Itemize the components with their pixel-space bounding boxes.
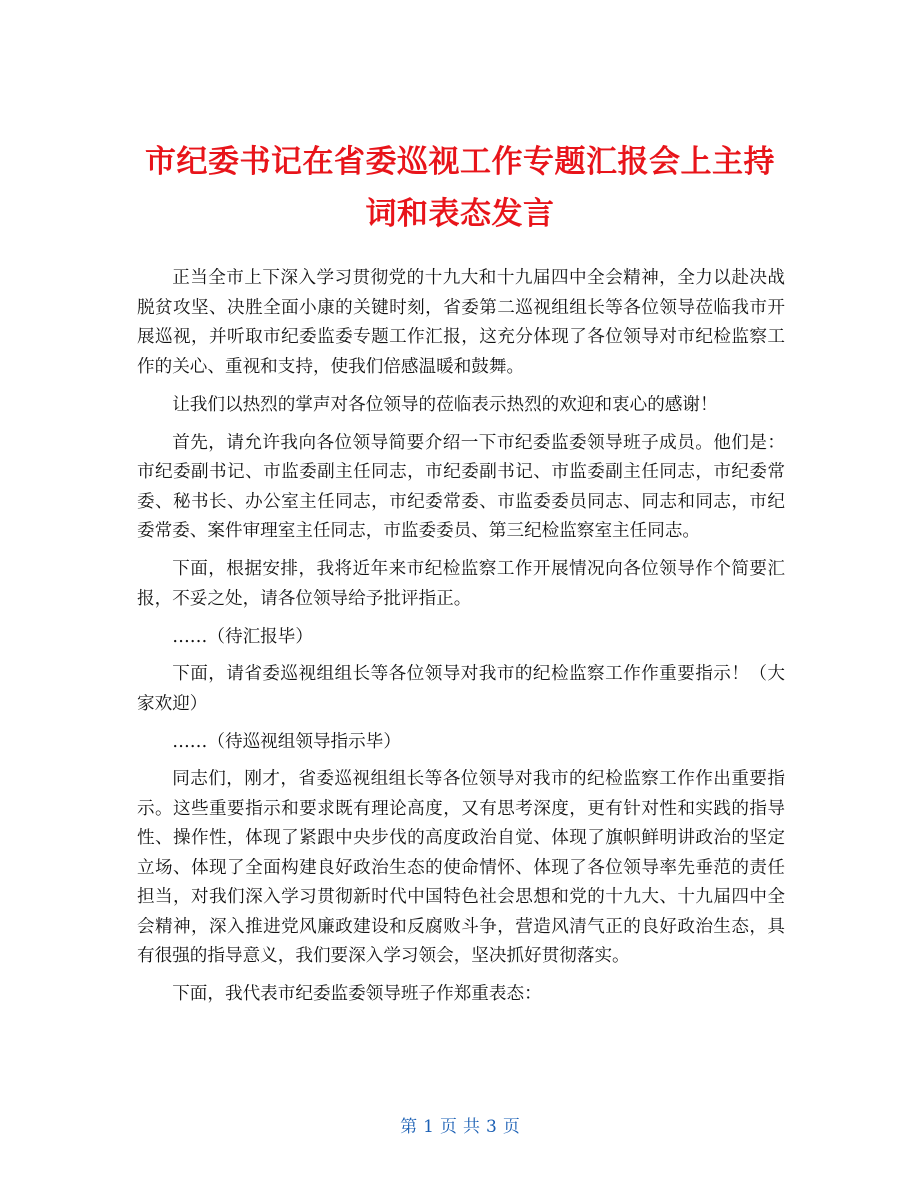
paragraph: ……（待巡视组领导指示毕） [172,731,401,752]
footer-page-number: 1 [423,1117,434,1137]
paragraph: 同志们，刚才，省委巡视组组长等各位领导对我市的纪检监察工作作出重要指示。这些重要指示和要求既有理论高度，又有思考深度，更有针对性和实践的指导性、操作性，体现了紧跟中央步伐的高度政治自觉、体现了旗帜鲜明讲政治的坚定立场、体现了全面构建良好政治生态的使命情怀、体现了各位领导率先垂范的责任担当，对我们深入学习贯彻新时代中国特色社会思想和党的十九大、十九届四中全会精神，深入推进党风廉政建设和反腐败斗争，营造风清气正的良好政治生态，具有很强的指导意义，我们要深入学习领会，坚决抓好贯彻落实。 [137,769,785,966]
footer-page-mid: 页 [440,1117,457,1137]
title-line-2: 词和表态发言 [365,195,555,232]
paragraph: 下面，根据安排，我将近年来市纪检监察工作开展情况向各位领导作个简要汇报，不妥之处，请各位领导给予批评指正。 [137,559,785,609]
title-line-1: 市纪委书记在省委巡视工作专题汇报会上主持 [145,143,775,180]
footer-page-suffix: 页 [502,1117,520,1137]
paragraph: ……（待汇报毕） [172,626,313,647]
footer-page-prefix: 第 [400,1117,418,1137]
paragraph: 下面，请省委巡视组组长等各位领导对我市的纪检监察工作作重要指示！（大家欢迎） [137,664,785,714]
paragraph: 正当全市上下深入学习贯彻党的十九大和十九届四中全会精神，全力以赴决战脱贫攻坚、决胜全面小康的关键时刻，省委第二巡视组组长等各位领导莅临我市开展巡视，并听取市纪委监委专题工作汇报，这充分体现了各位领导对市纪检监察工作的关心、重视和支持，使我们倍感温暖和鼓舞。 [137,268,785,377]
footer-total-pages: 3 [486,1117,497,1137]
document-title [120,136,800,240]
paragraph: 首先，请允许我向各位领导简要介绍一下市纪委监委领导班子成员。他们是：市纪委副书记、市监委副主任同志，市纪委副书记、市监委副主任同志，市纪委常委、秘书长、办公室主任同志，市纪委常委、市监委委员同志、同志和同志，市纪委常委、案件审理室主任同志，市监委委员、第三纪检监察室主任同志。 [137,432,785,541]
footer-total-prefix: 共 [463,1117,480,1137]
page-number-footer [0,1112,920,1137]
paragraph: 下面，我代表市纪委监委领导班子作郑重表态： [172,984,542,1004]
paragraph: 让我们以热烈的掌声对各位领导的莅临表示热烈的欢迎和衷心的感谢！ [172,394,718,415]
document-body [137,264,785,1018]
